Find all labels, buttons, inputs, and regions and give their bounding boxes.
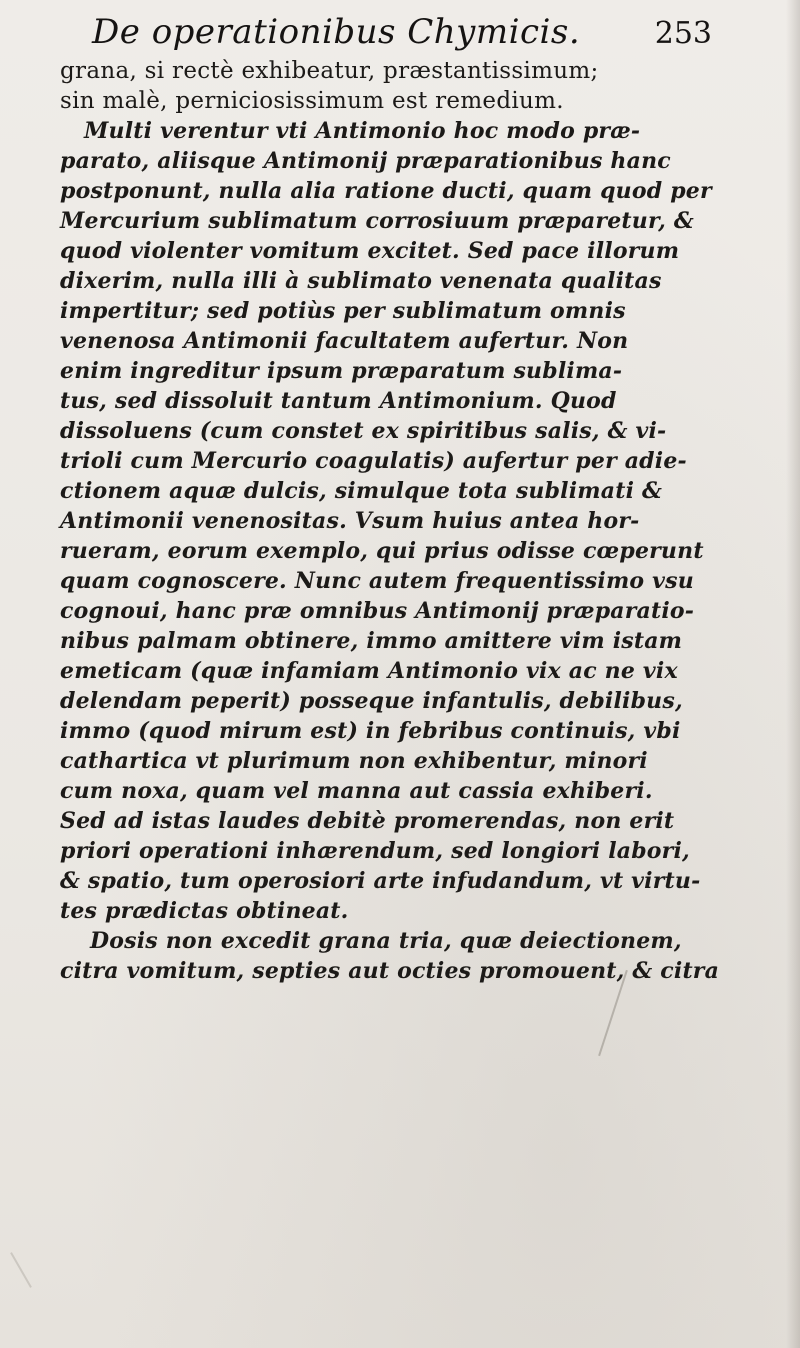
text-line: enim ingreditur ipsum præparatum sublima- bbox=[60, 358, 623, 384]
text-line: cum noxa, quam vel manna aut cassia exhiberi. bbox=[60, 778, 653, 804]
text-line: immo (quod mirum est) in febribus continuis, vbi bbox=[60, 718, 681, 744]
text-line: & spatio, tum operosiori arte infudandum, vt virtu- bbox=[60, 868, 701, 894]
text-line: cognoui, hanc præ omnibus Antimonij præparatio- bbox=[60, 598, 695, 624]
text-line: tes prædictas obtineat. bbox=[60, 898, 349, 924]
text-line: quam cognoscere. Nunc autem frequentissimo vsu bbox=[60, 568, 694, 594]
page-edge-shadow bbox=[786, 0, 800, 1348]
text-line: cathartica vt plurimum non exhibentur, minori bbox=[60, 748, 648, 774]
body-text bbox=[60, 56, 750, 986]
page-number: 253 bbox=[654, 16, 712, 51]
text-line: nibus palmam obtinere, immo amittere vim istam bbox=[60, 628, 683, 654]
text-line: impertitur; sed potiùs per sublimatum omnis bbox=[60, 298, 626, 324]
text-line: Mercurium sublimatum corrosiuum præparetur, & bbox=[60, 208, 694, 234]
page-header bbox=[92, 12, 712, 60]
text-line: rueram, eorum exemplo, qui prius odisse cœperunt bbox=[60, 538, 704, 564]
text-line: dissoluens (cum constet ex spiritibus salis, & vi- bbox=[60, 418, 667, 444]
text-line: venenosa Antimonii facultatem aufertur. Non bbox=[60, 328, 629, 354]
text-line: Dosis non excedit grana tria, quæ deiectionem, bbox=[90, 928, 682, 954]
text-line: parato, aliisque Antimonij præparationibus hanc bbox=[60, 148, 671, 174]
text-line: tus, sed dissoluit tantum Antimonium. Quod bbox=[60, 388, 617, 414]
text-line: Multi verentur vti Antimonio hoc modo præ- bbox=[84, 118, 641, 144]
text-line: trioli cum Mercurio coagulatis) aufertur per adie- bbox=[60, 448, 687, 474]
text-line: ctionem aquæ dulcis, simulque tota sublimati & bbox=[60, 478, 663, 504]
text-line: Sed ad istas laudes debitè promerendas, non erit bbox=[60, 808, 675, 834]
text-line: grana, si rectè exhibeatur, præstantissimum; bbox=[60, 58, 599, 84]
text-line: emeticam (quæ infamiam Antimonio vix ac ne vix bbox=[60, 658, 678, 684]
text-line: sin malè, perniciosissimum est remedium. bbox=[60, 88, 564, 114]
text-line: quod violenter vomitum excitet. Sed pace illorum bbox=[60, 238, 680, 264]
text-line: postponunt, nulla alia ratione ducti, quam quod per bbox=[60, 178, 712, 204]
text-line: Antimonii venenositas. Vsum huius antea hor- bbox=[60, 508, 640, 534]
text-line: delendam peperit) posseque infantulis, debilibus, bbox=[60, 688, 683, 714]
paper-crease bbox=[10, 1252, 32, 1288]
running-title: De operationibus Chymicis. bbox=[92, 12, 581, 52]
text-line: dixerim, nulla illi à sublimato venenata qualitas bbox=[60, 268, 662, 294]
text-line: priori operationi inhærendum, sed longiori labori, bbox=[60, 838, 690, 864]
text-line: citra vomitum, septies aut octies promouent, & citra bbox=[60, 958, 720, 984]
